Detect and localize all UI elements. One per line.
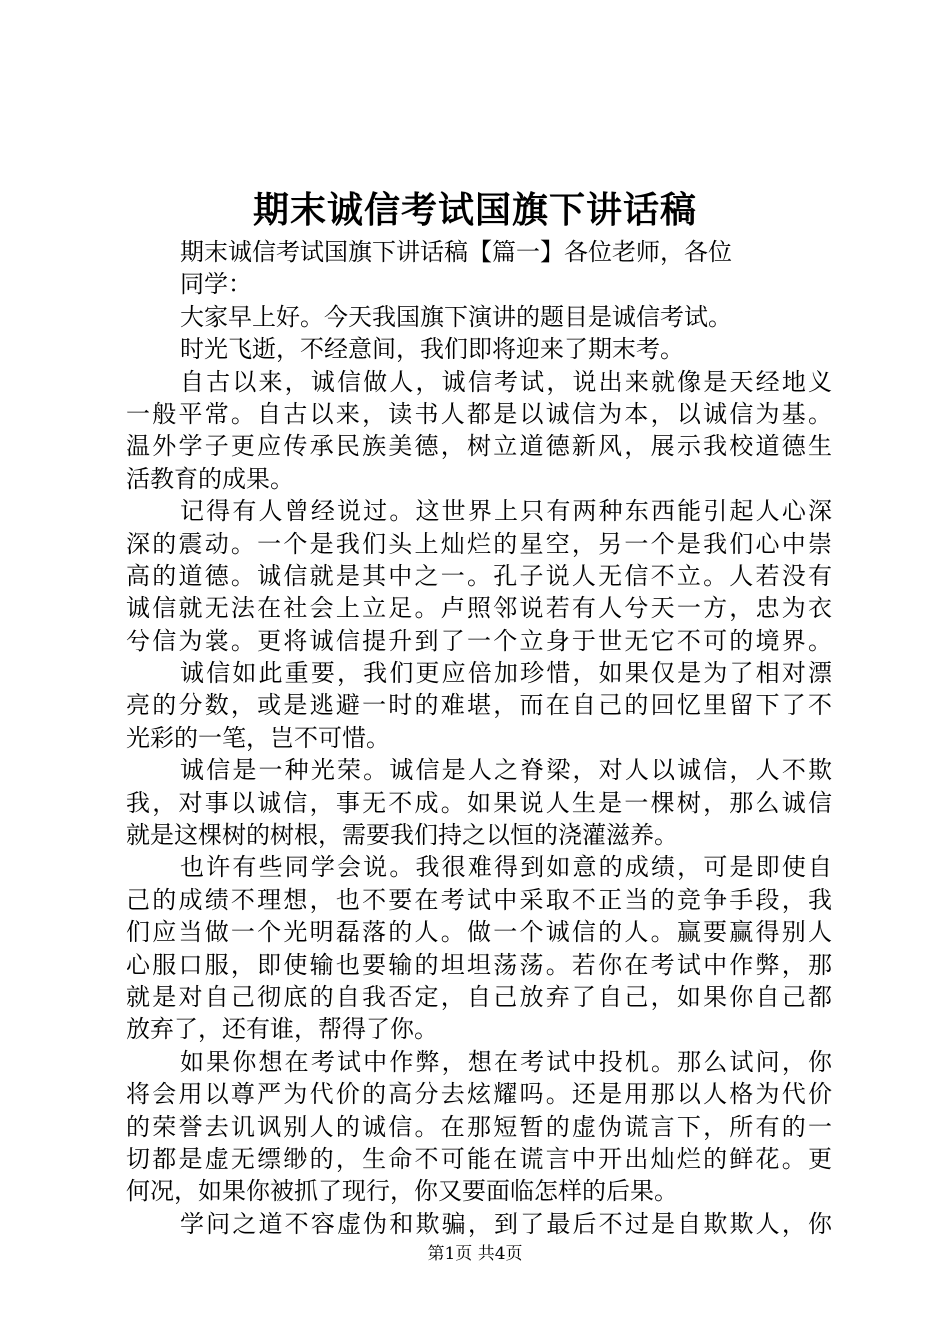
text-line: 诚信就无法在社会上立足。卢照邻说若有人兮天一方，忠为衣 xyxy=(126,594,832,623)
text-line: 大家早上好。今天我国旗下演讲的题目是诚信考试。 xyxy=(180,302,732,331)
text-line: 期末诚信考试国旗下讲话稿【篇一】各位老师，各位 xyxy=(180,238,732,266)
document-title: 期末诚信考试国旗下讲话稿 xyxy=(252,189,697,231)
text-line: 的荣誉去讥讽别人的诚信。在那短暂的虚伪谎言下，所有的一 xyxy=(126,1112,832,1141)
text-line: 将会用以尊严为代价的高分去炫耀吗。还是用那以人格为代价 xyxy=(126,1080,832,1109)
text-line: 自古以来，诚信做人，诚信考试，说出来就像是天经地义 xyxy=(180,367,832,396)
text-line: 兮信为裳。更将诚信提升到了一个立身于世无它不可的境界。 xyxy=(126,626,832,655)
page-footer: 第1页 共4页 xyxy=(427,1244,523,1264)
text-line: 深的震动。一个是我们头上灿烂的星空，另一个是我们心中崇 xyxy=(126,529,832,558)
text-line: 一般平常。自古以来，读书人都是以诚信为本，以诚信为基。 xyxy=(126,399,832,428)
text-line: 诚信如此重要，我们更应倍加珍惜，如果仅是为了相对漂 xyxy=(180,659,832,688)
text-line: 学问之道不容虚伪和欺骗，到了最后不过是自欺欺人，你 xyxy=(180,1209,832,1238)
text-line: 时光飞逝，不经意间，我们即将迎来了期末考。 xyxy=(180,335,684,364)
text-line: 高的道德。诚信就是其中之一。孔子说人无信不立。人若没有 xyxy=(126,561,832,590)
text-line: 放弃了，还有谁，帮得了你。 xyxy=(126,1015,438,1044)
text-line: 切都是虚无缥缈的，生命不可能在谎言中开出灿烂的鲜花。更 xyxy=(126,1144,832,1173)
text-line: 记得有人曾经说过。这世界上只有两种东西能引起人心深 xyxy=(180,497,832,526)
text-line: 同学： xyxy=(180,270,252,299)
text-line: 诚信是一种光荣。诚信是人之脊梁，对人以诚信，人不欺 xyxy=(180,756,832,785)
text-line: 活教育的成果。 xyxy=(126,464,294,493)
text-line: 也许有些同学会说。我很难得到如意的成绩，可是即使自 xyxy=(180,853,832,882)
text-line: 就是对自己彻底的自我否定，自己放弃了自己，如果你自己都 xyxy=(126,982,832,1011)
text-line: 如果你想在考试中作弊，想在考试中投机。那么试问，你 xyxy=(180,1047,832,1076)
text-line: 光彩的一笔，岂不可惜。 xyxy=(126,723,390,752)
text-line: 己的成绩不理想，也不要在考试中采取不正当的竞争手段，我 xyxy=(126,885,832,914)
text-line: 温外学子更应传承民族美德，树立道德新风，展示我校道德生 xyxy=(126,432,832,461)
text-line: 我，对事以诚信，事无不成。如果说人生是一棵树，那么诚信 xyxy=(126,788,832,817)
text-line: 就是这棵树的树根，需要我们持之以恒的浇灌滋养。 xyxy=(126,821,678,850)
text-line: 何况，如果你被抓了现行，你又要面临怎样的后果。 xyxy=(126,1177,678,1206)
text-line: 亮的分数，或是逃避一时的难堪，而在自己的回忆里留下了不 xyxy=(126,691,832,720)
document-body xyxy=(126,236,832,1240)
text-line: 们应当做一个光明磊落的人。做一个诚信的人。赢要赢得别人 xyxy=(126,918,832,947)
text-line: 心服口服，即使输也要输的坦坦荡荡。若你在考试中作弊，那 xyxy=(126,950,832,979)
